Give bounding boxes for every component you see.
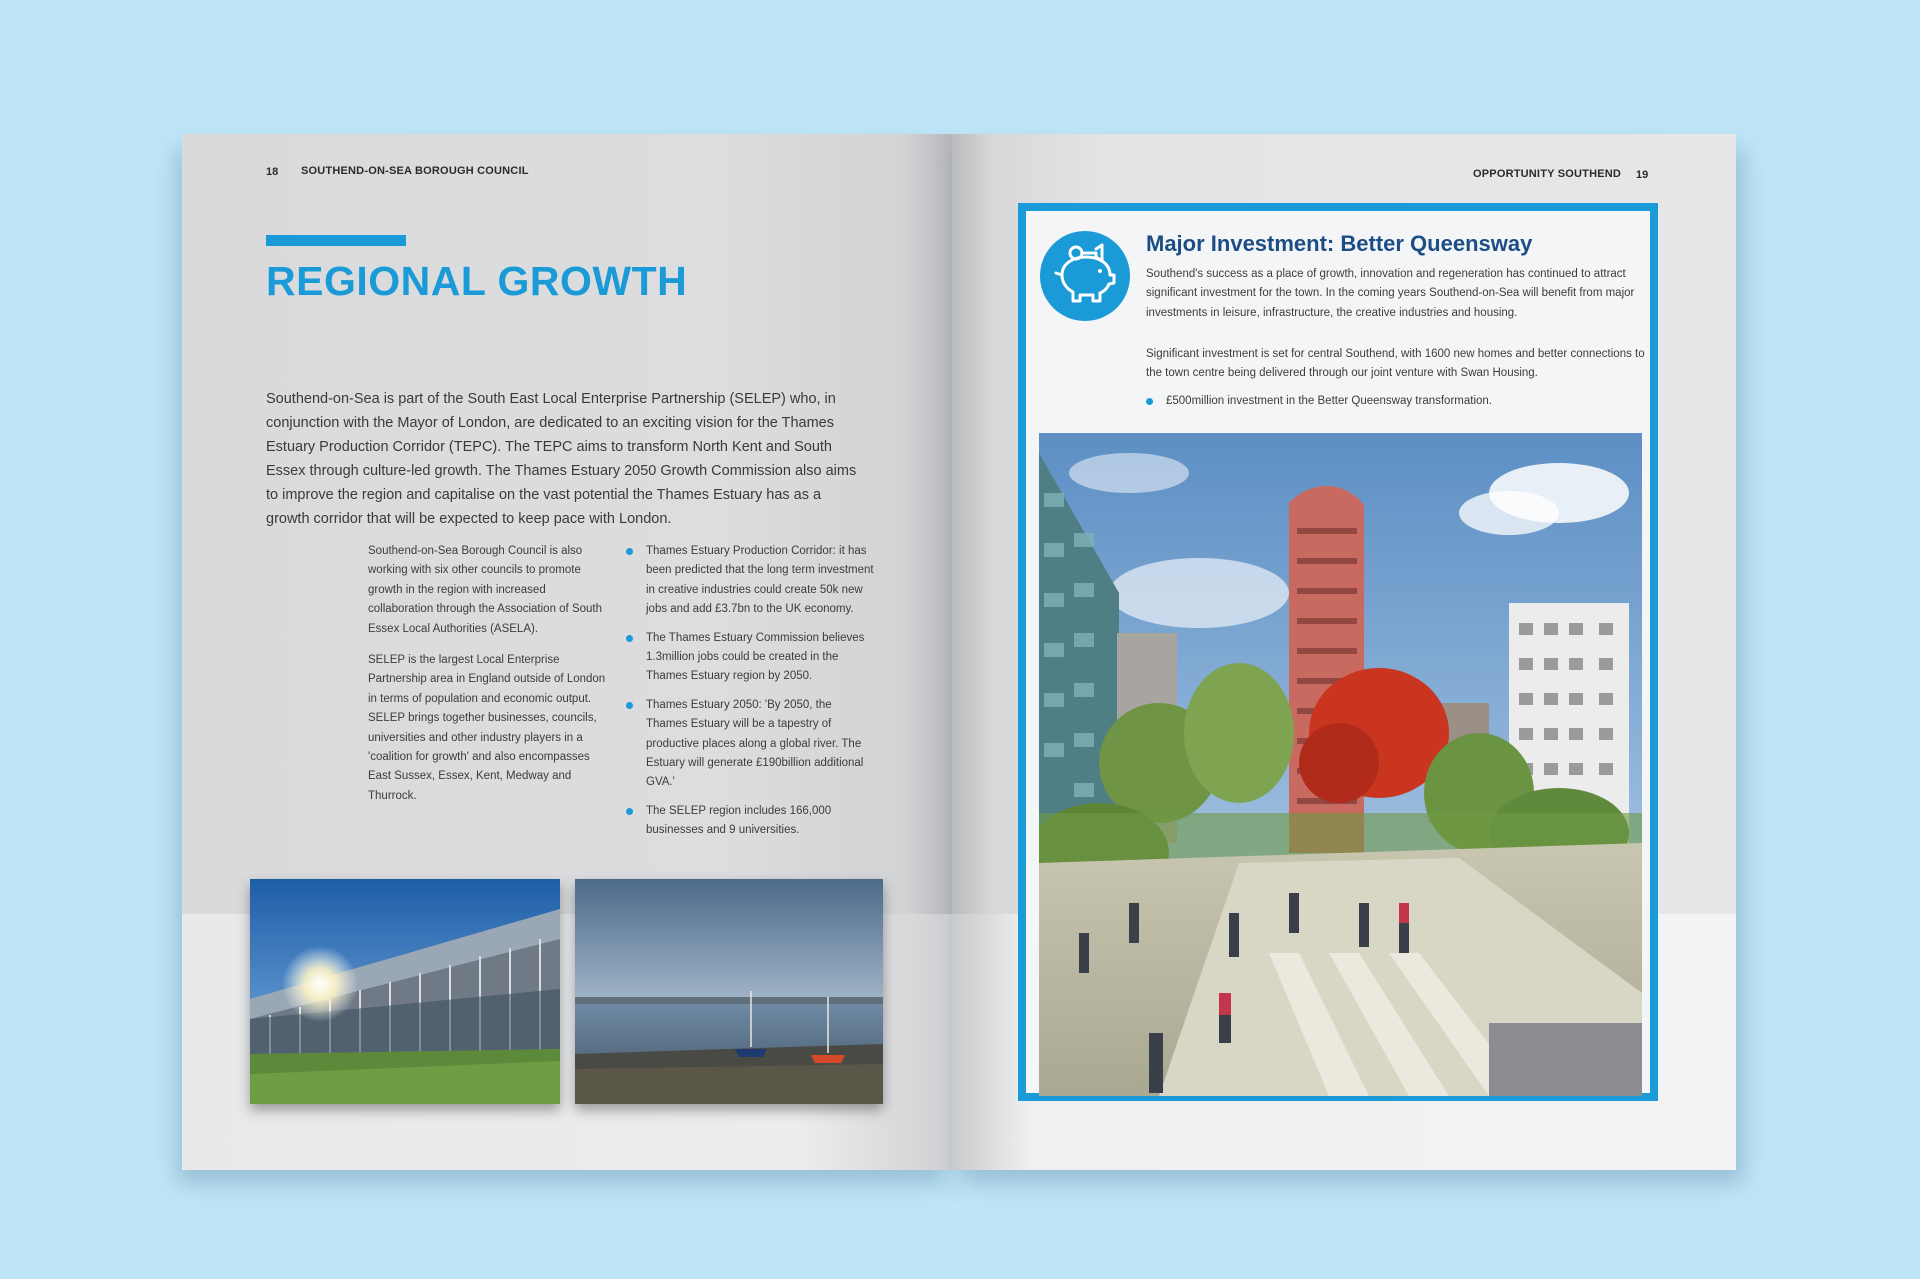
airport-photo-graphic: [250, 879, 560, 1104]
feature-paragraph: Southend's success as a place of growth, innovation and regeneration has continued to attract significant investment for the town. In the coming years Southend-on-Sea will benefit from major investments in leisure, infrastructure, the creative industries and housing.: [1146, 268, 1635, 319]
bullet-dot-icon: [1146, 398, 1153, 405]
queensway-render-graphic: [1039, 433, 1642, 1096]
intro-paragraph: Southend-on-Sea is part of the South East Local Enterprise Partnership (SELEP) who, in conjunction with the Mayor of London, are dedicated to an exciting vision for the Thames Estuary Production Corridor (TEPC). The TEPC aims to transform North Kent and South Essex through culture-led growth. The Thames Estuary 2050 Growth Commission also aims to improve the region and capitalise on the vast potential the Thames Estuary has as a growth corridor that will be expected to keep pace with London.: [266, 391, 857, 527]
estuary-photo-graphic: [575, 879, 883, 1104]
right-page: [952, 134, 1736, 1170]
left-page: [182, 134, 952, 1170]
page-number-left: 18: [266, 166, 279, 178]
bullet-dot-icon: [626, 635, 633, 642]
page-number-right: 19: [1636, 169, 1649, 181]
bullet-text: The SELEP region includes 166,000 businesses and 9 universities.: [646, 804, 832, 837]
list-item: [624, 629, 874, 687]
feature-title: Major Investment: Better Queensway: [1146, 231, 1533, 256]
bullet-dot-icon: [626, 808, 633, 815]
running-head-right: OPPORTUNITY SOUTHEND: [1473, 168, 1622, 180]
feature-bullet: [1146, 395, 1492, 407]
page-title: REGIONAL GROWTH: [266, 258, 688, 304]
bullet-list: [624, 542, 874, 850]
column-paragraph: SELEP is the largest Local Enterprise Partnership area in England outside of London in terms of population and economic output. SELEP brings together businesses, councils, universities and other industry players in a 'coalition for growth' and also encompasses East Sussex, Essex, Kent, Medway and Thurrock.: [368, 654, 606, 802]
queensway-render-image: [1039, 433, 1642, 1096]
running-head-left: SOUTHEND-ON-SEA BOROUGH COUNCIL: [301, 165, 529, 177]
bullet-text: Thames Estuary 2050: 'By 2050, the Thames Estuary will be a tapestry of productive places along a global river. The Estuary will generate £190billion additional GVA.': [646, 698, 864, 789]
piggy-bank-icon: [1040, 231, 1130, 321]
bullet-dot-icon: [626, 702, 633, 709]
list-item: [624, 542, 874, 620]
bullet-text: The Thames Estuary Commission believes 1.3million jobs could be created in the Thames Estuary region by 2050.: [646, 631, 865, 683]
feature-paragraph: Significant investment is set for central Southend, with 1600 new homes and better connections to the town centre being delivered through our joint venture with Swan Housing.: [1146, 348, 1645, 380]
estuary-photo: [575, 879, 883, 1104]
column-paragraph: Southend-on-Sea Borough Council is also working with six other councils to promote growth in the region with increased collaboration through the Association of South Essex Local Authorities (ASELA).: [368, 545, 602, 635]
investment-feature-box: [1018, 203, 1658, 1101]
airport-photo: [250, 879, 560, 1104]
list-item: [624, 802, 874, 841]
list-item: [624, 696, 874, 793]
bullet-dot-icon: [626, 548, 633, 555]
feature-bullet-text: £500million investment in the Better Queensway transformation.: [1166, 395, 1492, 407]
title-accent-bar: [266, 235, 406, 246]
bullet-text: Thames Estuary Production Corridor: it has been predicted that the long term investment in creative industries could create 50k new jobs and add £3.7bn to the UK economy.: [646, 545, 874, 616]
